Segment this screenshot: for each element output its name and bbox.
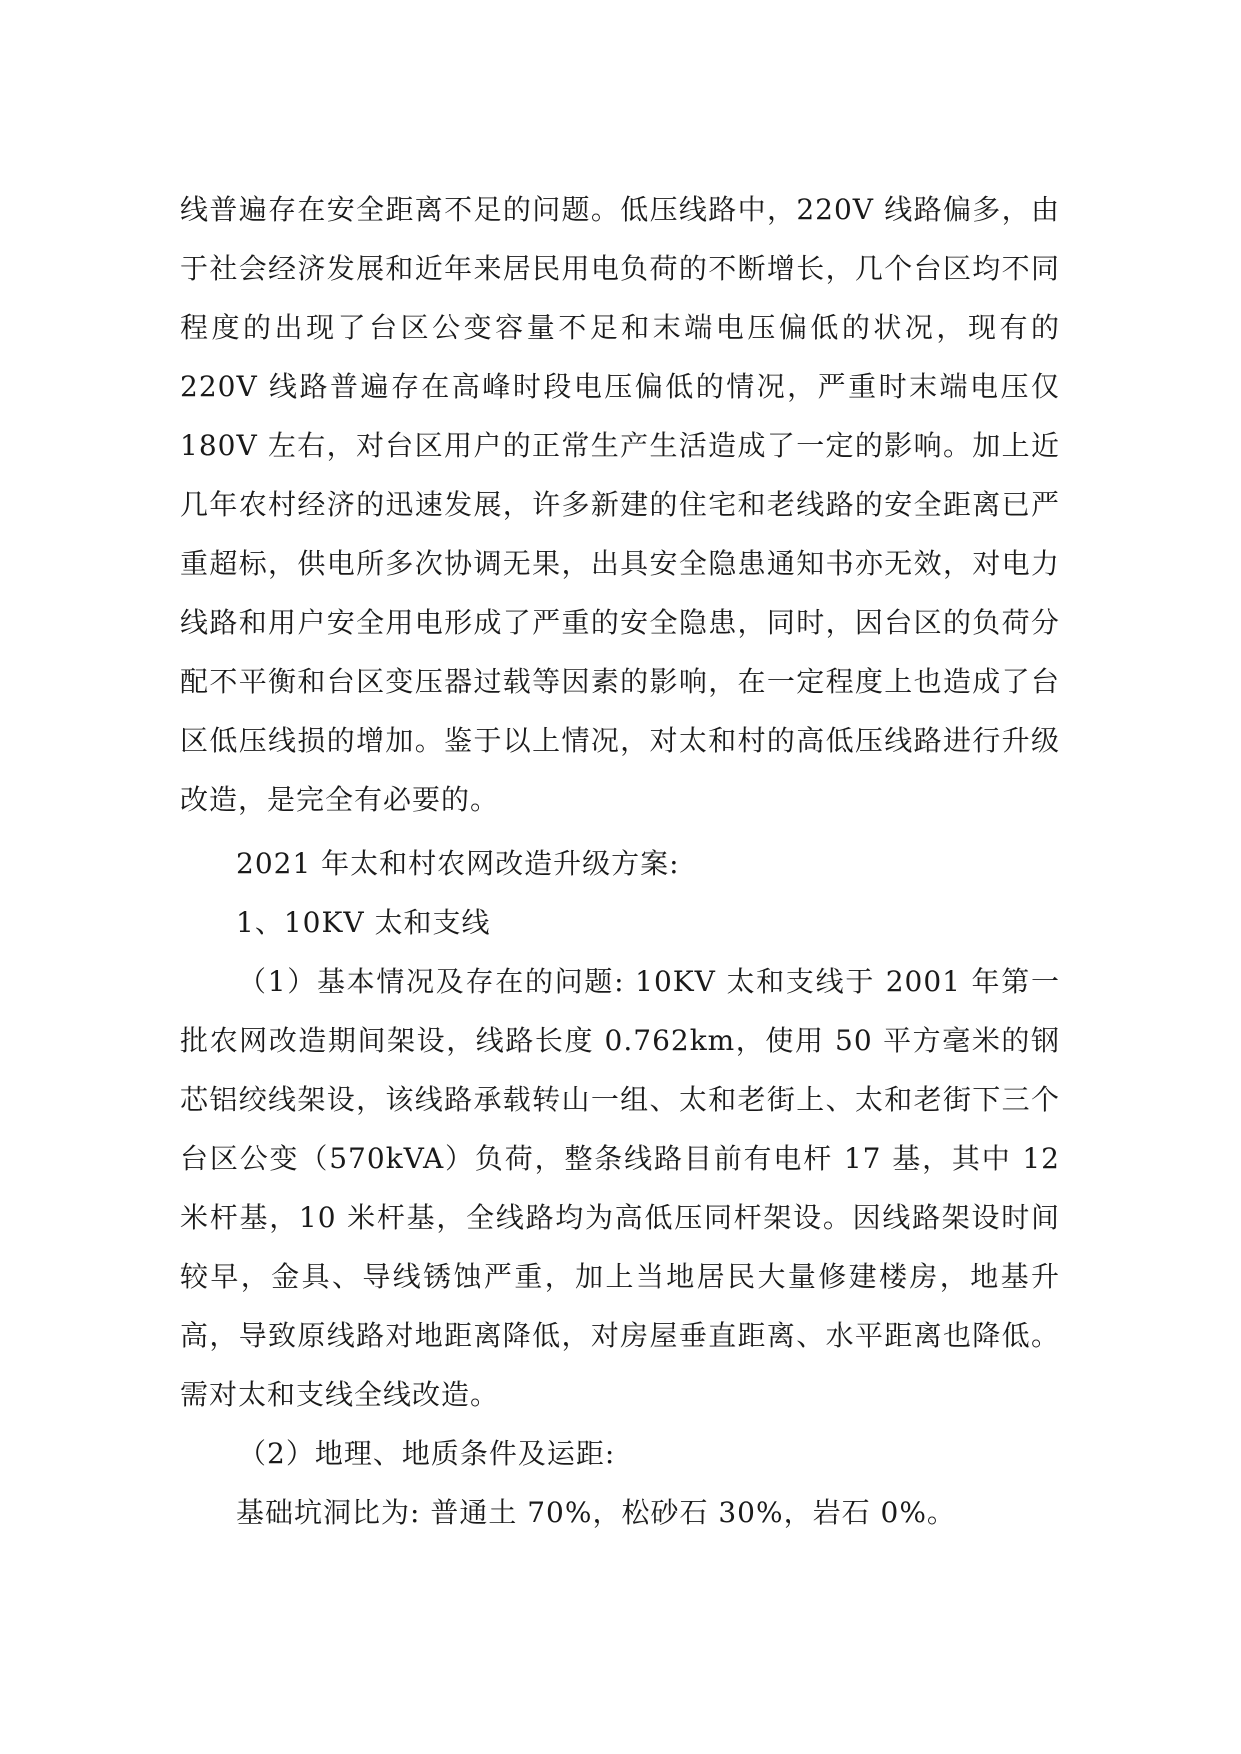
paragraph-foundation-ratio: 基础坑洞比为: 普通土 70%，松砂石 30%，岩石 0%。 (236, 1496, 956, 1529)
plan-heading: 2021 年太和村农网改造升级方案: (236, 847, 680, 880)
section-heading-10kv-taihe: 1、10KV 太和支线 (236, 906, 491, 939)
body-text-plan (180, 834, 1060, 1542)
body-text-continued (180, 180, 1060, 829)
paragraph-basic-situation: （1）基本情况及存在的问题: 10KV 太和支线于 2001 年第一批农网改造期间架设，线路长度 0.762km，使用 50 平方毫米的钢芯铝绞线架设，该线路承载转山一组、太和老街上、太和老街下三个台区公变（570kVA）负荷，整条线路目前有电杆 17 基，其中 12 米杆基，10 米杆基，全线路均为高低压同杆架设。因线路架设时间较早，金具、导线锈蚀严重，加上当地居民大量修建楼房，地基升高，导致原线路对地距离降低，对房屋垂直距离、水平距离也降低。需对太和支线全线改造。 (180, 965, 1060, 1411)
subheading-geology-conditions: （2）地理、地质条件及运距: (238, 1437, 616, 1470)
paragraph-continued-problem-description: 线普遍存在安全距离不足的问题。低压线路中，220V 线路偏多，由于社会经济发展和近年来居民用电负荷的不断增长，几个台区均不同程度的出现了台区公变容量不足和末端电压偏低的状况，现有的 220V 线路普遍存在高峰时段电压偏低的情况，严重时末端电压仅 180V 左右，对台区用户的正常生产生活造成了一定的影响。加上近几年农村经济的迅速发展，许多新建的住宅和老线路的安全距离已严重超标，供电所多次协调无果，出具安全隐患通知书亦无效，对电力线路和用户安全用电形成了严重的安全隐患，同时，因台区的负荷分配不平衡和台区变压器过载等因素的影响，在一定程度上也造成了台区低压线损的增加。鉴于以上情况，对太和村的高低压线路进行升级改造，是完全有必要的。 (180, 193, 1060, 816)
